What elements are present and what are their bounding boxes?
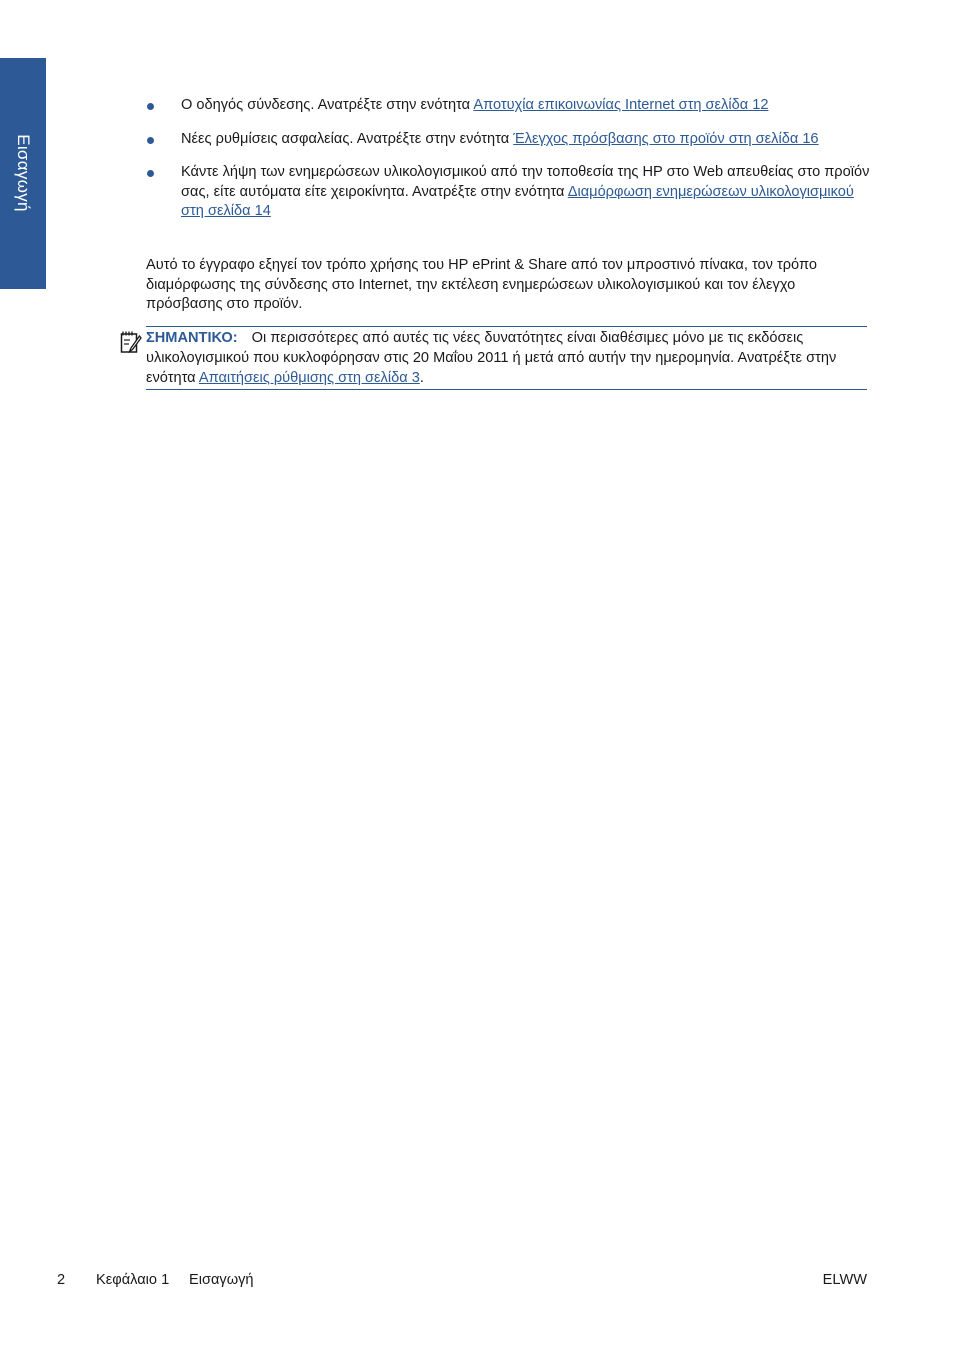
- bullet-icon: [147, 103, 154, 110]
- note-suffix: .: [419, 370, 424, 386]
- bullet-icon: [147, 170, 154, 177]
- cross-reference-link[interactable]: Διαμόρφωση ενημερώσεων υλικολογισμικού στη σελίδα 14: [181, 183, 854, 219]
- cross-reference-link[interactable]: Αποτυχία επικοινωνίας Internet στη σελίδα 12: [473, 97, 769, 113]
- note-text: Οι περισσότερες από αυτές τις νέες δυνατότητες είναι διαθέσιμες μόνο με τις εκδόσεις υλικολογισμικού που κυκλοφόρησαν στις 20 Μαΐου 2011 ή μετά από αυτήν την ημερομηνία. Ανατρέξτε στην ενότητα: [146, 330, 837, 386]
- footer-document-code: ELWW: [822, 1272, 867, 1288]
- feature-bullet-list: [146, 96, 870, 236]
- list-item: [146, 163, 870, 222]
- note-label: ΣΗΜΑΝΤΙΚΟ:: [146, 330, 238, 346]
- cross-reference-link[interactable]: Έλεγχος πρόσβασης στο προϊόν στη σελίδα 16: [513, 130, 819, 147]
- cross-reference-link[interactable]: Απαιτήσεις ρύθμισης στη σελίδα 3: [198, 370, 420, 386]
- list-item: [146, 96, 870, 116]
- intro-paragraph: Αυτό το έγγραφο εξηγεί τον τρόπο χρήσης του HP ePrint & Share από τον μπροστινό πίνακα, τον τρόπο διαμόρφωσης της σύνδεσης στο Internet, την εκτέλεση ενημερώσεων υλικολογισμικού και τον έλεγχο πρόσβασης στο προϊόν.: [146, 257, 817, 312]
- list-item-text: Νέες ρυθμίσεις ασφαλείας. Ανατρέξτε στην ενότητα: [181, 130, 514, 147]
- important-note: [146, 326, 867, 390]
- chapter-side-tab-label: Εισαγωγή: [14, 134, 33, 212]
- footer-chapter-title: Εισαγωγή: [189, 1272, 254, 1288]
- chapter-side-tab: [0, 58, 46, 289]
- note-pad-icon: [120, 330, 142, 354]
- footer-chapter: Κεφάλαιο 1: [96, 1272, 170, 1288]
- bullet-icon: [147, 137, 154, 144]
- list-item: [146, 130, 870, 150]
- list-item-text: Ο οδηγός σύνδεσης. Ανατρέξτε στην ενότητα: [181, 97, 474, 113]
- page-number: 2: [57, 1272, 66, 1288]
- list-item-text: Κάντε λήψη των ενημερώσεων υλικολογισμικού από την τοποθεσία της HP στο Web απευθείας στο προϊόν σας, είτε αυτόματα είτε χειροκίνητα. Ανατρέξτε στην ενότητα: [181, 164, 870, 200]
